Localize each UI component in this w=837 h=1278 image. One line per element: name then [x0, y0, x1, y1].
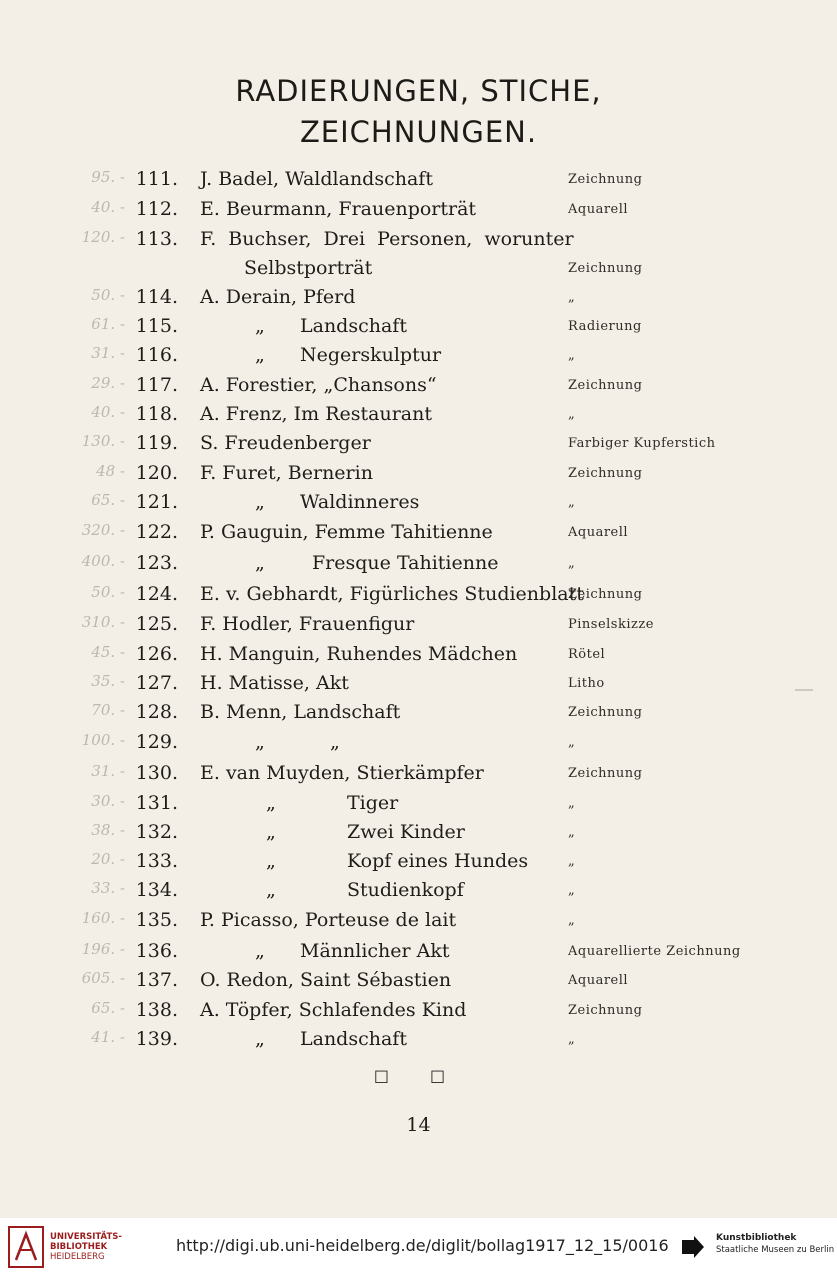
- technique-label: Farbiger Kupferstich: [568, 436, 716, 451]
- pencil-price-note: 100. -: [81, 731, 125, 749]
- list-item: [0, 552, 837, 580]
- list-item: [0, 168, 837, 196]
- work-title: Bernerin: [287, 462, 373, 484]
- technique-label: „: [568, 495, 576, 510]
- technique-label: „: [568, 556, 576, 571]
- artist-name: F. Buchser, Drei Personen, worunter: [200, 228, 574, 250]
- pencil-price-note: 30. -: [91, 792, 125, 810]
- list-item: [0, 462, 837, 490]
- kunstbibliothek-title: Kunstbibliothek: [716, 1233, 797, 1243]
- list-item: [0, 1028, 837, 1056]
- list-item: [0, 344, 837, 372]
- pencil-price-note: 61. -: [91, 315, 125, 333]
- technique-label: Aquarell: [568, 202, 629, 217]
- artist-name: „: [266, 850, 276, 872]
- pencil-price-note: 95. -: [91, 168, 125, 186]
- logo-text-line-1: UNIVERSITÄTS-: [50, 1232, 122, 1242]
- work-title: Negerskulptur: [300, 344, 442, 366]
- list-item: [0, 228, 837, 256]
- work-title: Stierkämpfer: [356, 762, 484, 784]
- technique-label: „: [568, 407, 576, 422]
- lot-number: 115.: [135, 315, 178, 337]
- lot-number: 125.: [135, 613, 178, 635]
- technique-label: Zeichnung: [568, 378, 643, 393]
- pencil-price-note: 70. -: [91, 701, 125, 719]
- work-title: Waldinneres: [300, 491, 420, 513]
- work-title: Männlicher Akt: [300, 940, 450, 962]
- lot-number: 112.: [135, 198, 178, 220]
- lot-number: 129.: [135, 731, 178, 753]
- lot-number: 114.: [135, 286, 178, 308]
- technique-label: Zeichnung: [568, 261, 643, 276]
- work-title: Landschaft: [300, 1028, 407, 1050]
- lot-number: 120.: [135, 462, 178, 484]
- list-item: [0, 969, 837, 997]
- artist-name: „: [255, 1028, 265, 1050]
- pencil-price-note: 48 -: [96, 462, 125, 480]
- list-item: [0, 432, 837, 460]
- work-title: Studienkopf: [347, 879, 464, 901]
- list-item: [0, 403, 837, 431]
- artist-name: „: [255, 315, 265, 337]
- artist-name: F. Hodler, Frauenfigur: [200, 613, 415, 635]
- technique-label: „: [568, 735, 576, 750]
- list-item: [0, 821, 837, 849]
- work-title: Pferd: [303, 286, 356, 308]
- work-title: Drei Personen, worunter: [323, 228, 574, 250]
- technique-label: „: [568, 913, 576, 928]
- work-title: Landschaft: [293, 701, 401, 723]
- pencil-price-note: 40. -: [91, 403, 125, 421]
- technique-label: „: [568, 796, 576, 811]
- list-item: [0, 879, 837, 907]
- lot-number: 119.: [135, 432, 178, 454]
- artist-name: O. Redon, Saint Sébastien: [200, 969, 452, 991]
- list-item: [0, 521, 837, 549]
- work-title: Fresque Tahitienne: [312, 552, 499, 574]
- list-item: [0, 198, 837, 226]
- lot-number: 122.: [135, 521, 178, 543]
- artist-name: S. Freudenberger: [200, 432, 371, 454]
- pencil-price-note: 31. -: [91, 762, 125, 780]
- artist-name: F. Furet, Bernerin: [200, 462, 373, 484]
- list-item: [0, 762, 837, 790]
- margin-mark: [795, 689, 813, 691]
- artist-name: „: [266, 879, 276, 901]
- pencil-price-note: 31. -: [91, 344, 125, 362]
- work-title: Im Restaurant: [293, 403, 432, 425]
- list-item: [0, 850, 837, 878]
- logo-text-line-3: HEIDELBERG: [50, 1252, 105, 1262]
- work-title: Selbstporträt: [244, 257, 373, 279]
- lot-number: 138.: [135, 999, 178, 1021]
- artist-name: E. van Muyden, Stierkämpfer: [200, 762, 484, 784]
- lot-number: 136.: [135, 940, 178, 962]
- artist-name: B. Menn, Landschaft: [200, 701, 401, 723]
- pencil-price-note: 35. -: [91, 672, 125, 690]
- list-item: [0, 672, 837, 700]
- technique-label: „: [568, 825, 576, 840]
- logo-text-line-2: BIBLIOTHEK: [50, 1242, 108, 1252]
- technique-label: Litho: [568, 676, 605, 691]
- artist-name: P. Picasso, Porteuse de lait: [200, 909, 457, 931]
- lot-number: 113.: [135, 228, 178, 250]
- pencil-price-note: 400. -: [81, 552, 125, 570]
- lot-number: 117.: [135, 374, 178, 396]
- lot-number: 132.: [135, 821, 178, 843]
- work-title: Akt: [315, 672, 349, 694]
- pencil-price-note: 41. -: [91, 1028, 125, 1046]
- technique-label: „: [568, 348, 576, 363]
- university-library-logo-icon: [8, 1226, 44, 1268]
- list-item: [0, 701, 837, 729]
- pencil-price-note: 196. -: [81, 940, 125, 958]
- work-title: „: [330, 731, 340, 753]
- artist-name: „: [255, 940, 265, 962]
- work-title: Frauenporträt: [338, 198, 477, 220]
- pencil-price-note: 33. -: [91, 879, 125, 897]
- artist-name: „: [255, 731, 265, 753]
- technique-label: Zeichnung: [568, 466, 643, 481]
- lot-number: 139.: [135, 1028, 178, 1050]
- list-item: [0, 315, 837, 343]
- kunstbibliothek-name: [716, 1232, 834, 1256]
- list-item: [0, 940, 837, 968]
- artist-name: H. Manguin, Ruhendes Mädchen: [200, 643, 518, 665]
- artist-name: „: [255, 491, 265, 513]
- technique-label: Radierung: [568, 319, 642, 334]
- page-number: 14: [406, 1114, 431, 1136]
- title-line-1: RADIERUNGEN, STICHE,: [235, 74, 602, 108]
- kunstbibliothek-subtitle: Staatliche Museen zu Berlin: [716, 1245, 835, 1255]
- work-title: Schlafendes Kind: [298, 999, 467, 1021]
- technique-label: „: [568, 290, 576, 305]
- work-title: Kopf eines Hundes: [347, 850, 529, 872]
- pencil-price-note: 40. -: [91, 198, 125, 216]
- artist-name: „: [266, 792, 276, 814]
- lot-number: 133.: [135, 850, 178, 872]
- list-item: [0, 999, 837, 1027]
- list-item: [0, 643, 837, 671]
- technique-label: Aquarellierte Zeichnung: [568, 944, 741, 959]
- technique-label: Zeichnung: [568, 705, 643, 720]
- artist-name: „: [266, 821, 276, 843]
- lot-number: 116.: [135, 344, 178, 366]
- ornament: □ □: [373, 1066, 464, 1085]
- list-item: [0, 583, 837, 611]
- technique-label: „: [568, 883, 576, 898]
- lot-number: 126.: [135, 643, 178, 665]
- artist-name: „: [255, 344, 265, 366]
- pencil-price-note: 29. -: [91, 374, 125, 392]
- pencil-price-note: 160. -: [81, 909, 125, 927]
- artist-name: „: [255, 552, 265, 574]
- technique-label: Zeichnung: [568, 587, 643, 602]
- list-item: [0, 257, 837, 285]
- list-item: [0, 286, 837, 314]
- artist-name: A. Derain, Pferd: [200, 286, 356, 308]
- pencil-price-note: 130. -: [81, 432, 125, 450]
- lot-number: 121.: [135, 491, 178, 513]
- list-item: [0, 731, 837, 759]
- university-library-name: [50, 1232, 122, 1262]
- footer-bar: [0, 1218, 837, 1278]
- kunstbibliothek-logo-icon: [680, 1234, 706, 1260]
- artist-name: E. v. Gebhardt, Figürliches Studienblatt: [200, 583, 584, 605]
- lot-number: 123.: [135, 552, 178, 574]
- work-title: Femme Tahitienne: [314, 521, 493, 543]
- technique-label: Zeichnung: [568, 172, 643, 187]
- list-item: [0, 613, 837, 641]
- artist-name: P. Gauguin, Femme Tahitienne: [200, 521, 493, 543]
- work-title: Saint Sébastien: [300, 969, 452, 991]
- pencil-price-note: 320. -: [81, 521, 125, 539]
- artist-name: E. Beurmann, Frauenporträt: [200, 198, 477, 220]
- lot-number: 137.: [135, 969, 178, 991]
- pencil-price-note: 65. -: [91, 999, 125, 1017]
- technique-label: Pinselskizze: [568, 617, 654, 632]
- lot-number: 111.: [135, 168, 178, 190]
- lot-number: 127.: [135, 672, 178, 694]
- pencil-price-note: 50. -: [91, 286, 125, 304]
- lot-number: 118.: [135, 403, 178, 425]
- work-title: „Chansons“: [323, 374, 437, 396]
- document-url-link[interactable]: http://digi.ub.uni-heidelberg.de/diglit/bollag1917_12_15/0016: [176, 1236, 669, 1255]
- technique-label: Zeichnung: [568, 1003, 643, 1018]
- artist-name: A. Forestier, „Chansons“: [200, 374, 437, 396]
- artist-name: A. Frenz, Im Restaurant: [200, 403, 432, 425]
- pencil-price-note: 20. -: [91, 850, 125, 868]
- lot-number: 124.: [135, 583, 178, 605]
- work-title: Ruhendes Mädchen: [326, 643, 518, 665]
- technique-label: Rötel: [568, 647, 606, 662]
- artist-name: J. Badel, Waldlandschaft: [200, 168, 433, 190]
- pencil-price-note: 120. -: [81, 228, 125, 246]
- technique-label: Zeichnung: [568, 766, 643, 781]
- title-line-2: ZEICHNUNGEN.: [299, 115, 538, 149]
- technique-label: Aquarell: [568, 973, 629, 988]
- work-title: Porteuse de lait: [304, 909, 457, 931]
- pencil-price-note: 65. -: [91, 491, 125, 509]
- lot-number: 135.: [135, 909, 178, 931]
- lot-number: 128.: [135, 701, 178, 723]
- list-item: [0, 374, 837, 402]
- pencil-price-note: 38. -: [91, 821, 125, 839]
- lot-number: 134.: [135, 879, 178, 901]
- lot-number: 130.: [135, 762, 178, 784]
- work-title: Figürliches Studienblatt: [349, 583, 584, 605]
- lot-number: 131.: [135, 792, 178, 814]
- artist-name: A. Töpfer, Schlafendes Kind: [200, 999, 467, 1021]
- work-title: Tiger: [347, 792, 399, 814]
- artist-name: H. Matisse, Akt: [200, 672, 349, 694]
- work-title: Frauenfigur: [298, 613, 415, 635]
- pencil-price-note: 45. -: [91, 643, 125, 661]
- work-title: Waldlandschaft: [285, 168, 433, 190]
- work-title: Zwei Kinder: [347, 821, 465, 843]
- pencil-price-note: 310. -: [81, 613, 125, 631]
- work-title: Landschaft: [300, 315, 407, 337]
- list-item: [0, 491, 837, 519]
- pencil-price-note: 605. -: [81, 969, 125, 987]
- technique-label: „: [568, 1032, 576, 1047]
- technique-label: „: [568, 854, 576, 869]
- technique-label: Aquarell: [568, 525, 629, 540]
- list-item: [0, 909, 837, 937]
- list-item: [0, 792, 837, 820]
- pencil-price-note: 50. -: [91, 583, 125, 601]
